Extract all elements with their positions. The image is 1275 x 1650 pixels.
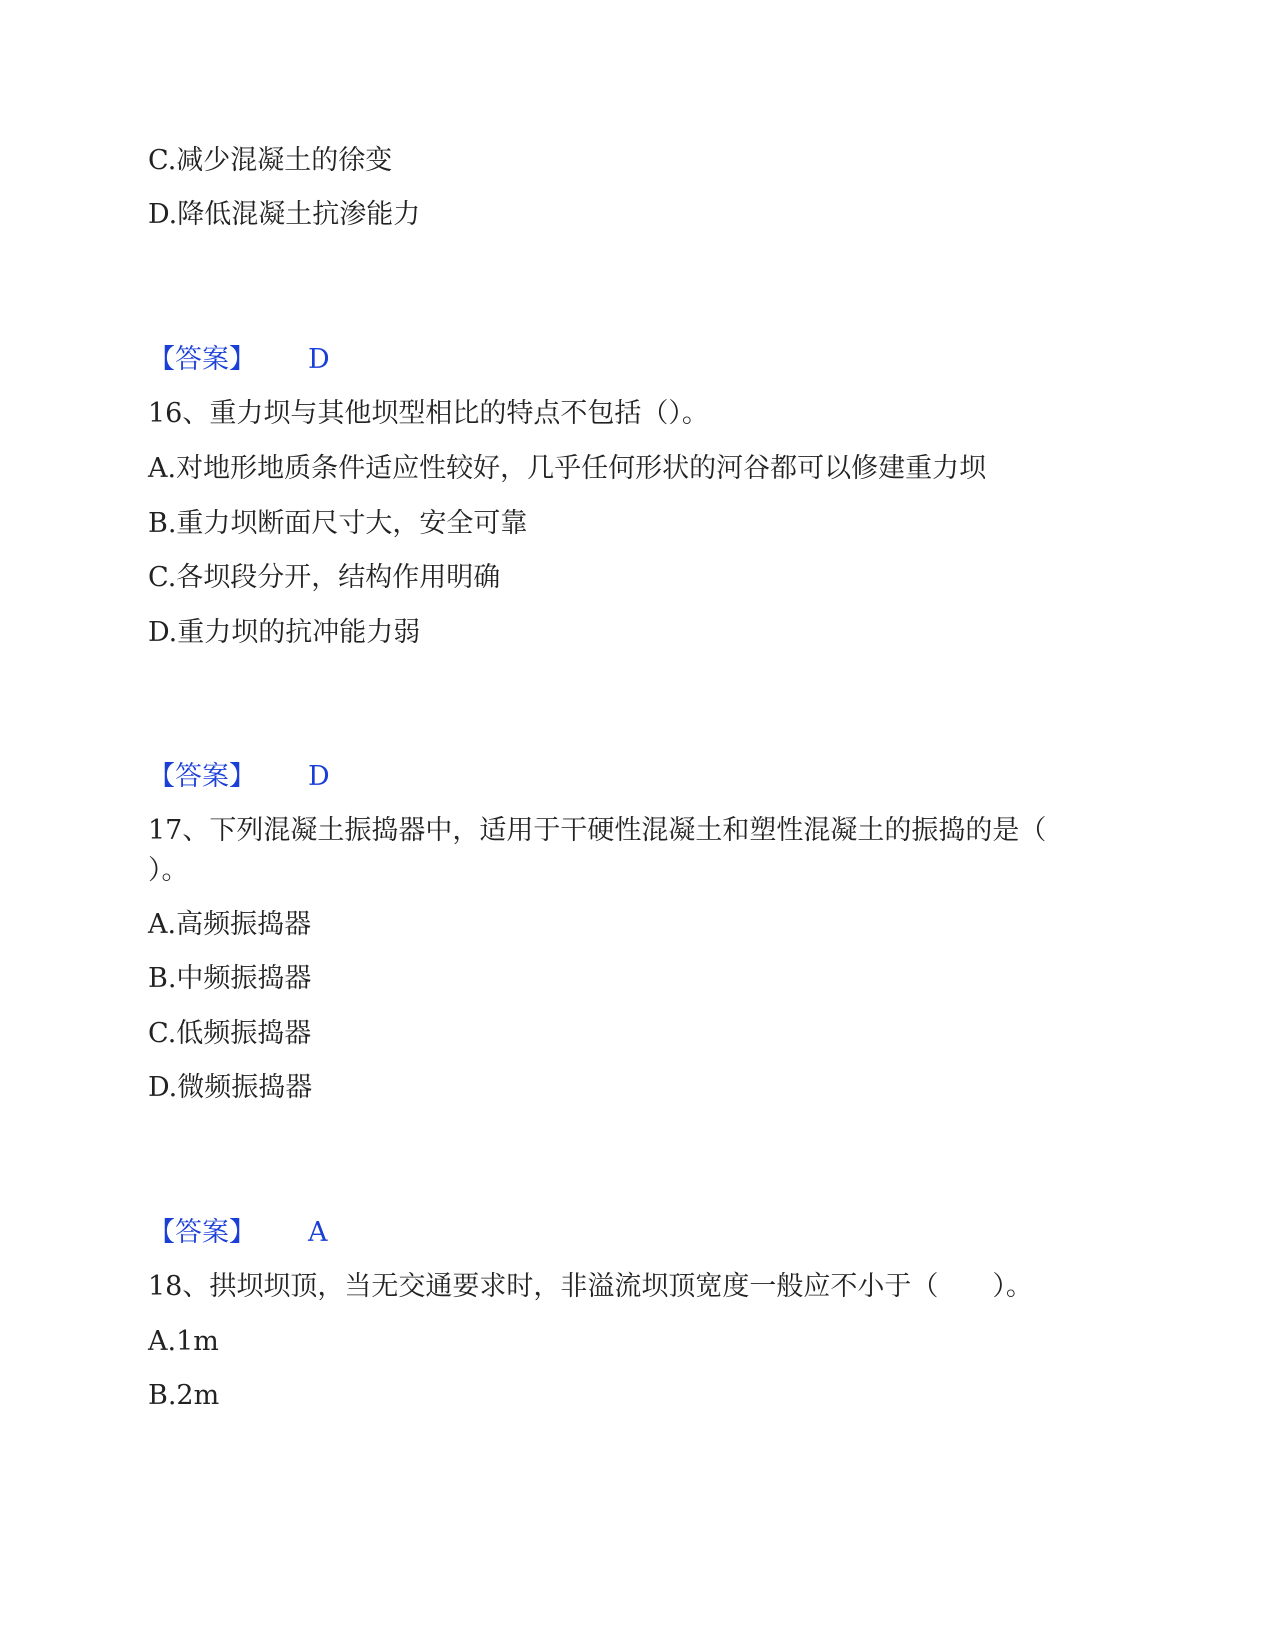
- option-c-prev: C.减少混凝土的徐变: [148, 145, 393, 176]
- question-16-option-a: A.对地形地质条件适应性较好，几乎任何形状的河谷都可以修建重力坝: [148, 453, 987, 484]
- answer-label: 【答案】: [148, 1217, 256, 1248]
- question-18-stem: 18、拱坝坝顶，当无交通要求时，非溢流坝顶宽度一般应不小于（ ）。: [148, 1271, 1033, 1302]
- question-18-option-a: A.1m: [148, 1326, 219, 1357]
- answer-value: D: [308, 344, 330, 375]
- answer-value: A: [308, 1217, 328, 1248]
- question-18-option-b: B.2m: [148, 1380, 220, 1411]
- answer-label: 【答案】: [148, 344, 256, 375]
- question-17-option-a: A.高频振捣器: [148, 909, 312, 940]
- question-17-option-b: B.中频振捣器: [148, 963, 312, 994]
- answer-row-16: [148, 759, 330, 795]
- answer-row-17: [148, 1215, 328, 1251]
- question-16-option-d: D.重力坝的抗冲能力弱: [148, 617, 421, 648]
- question-17-option-d: D.微频振捣器: [148, 1072, 313, 1103]
- question-17-option-c: C.低频振捣器: [148, 1018, 312, 1049]
- question-16-stem: 16、重力坝与其他坝型相比的特点不包括（）。: [148, 398, 709, 429]
- question-16-option-b: B.重力坝断面尺寸大，安全可靠: [148, 508, 528, 539]
- question-17-stem-line1: 17、下列混凝土振捣器中，适用于干硬性混凝土和塑性混凝土的振捣的是（: [148, 815, 1047, 846]
- question-17-stem-line2: ）。: [148, 855, 189, 886]
- answer-value: D: [308, 761, 330, 792]
- option-d-prev: D.降低混凝土抗渗能力: [148, 199, 421, 230]
- question-16-option-c: C.各坝段分开，结构作用明确: [148, 562, 501, 593]
- answer-row-15: [148, 342, 330, 378]
- answer-label: 【答案】: [148, 761, 256, 792]
